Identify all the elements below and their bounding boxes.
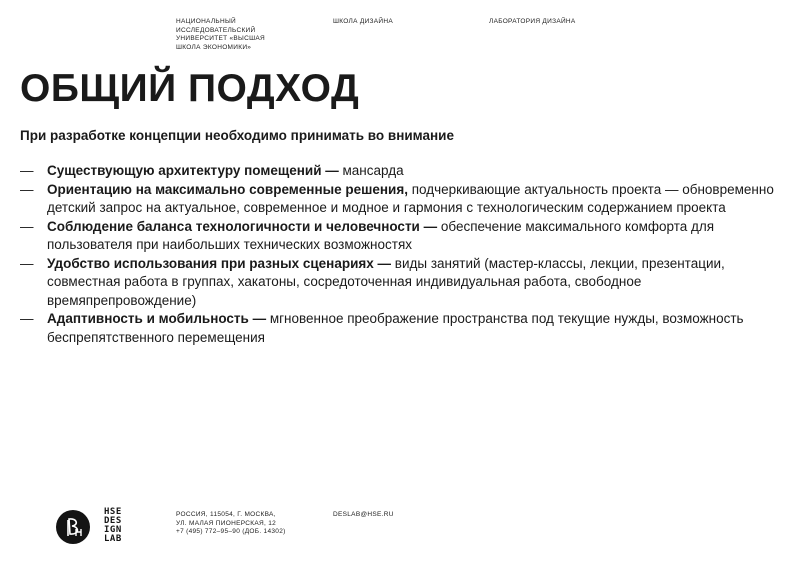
point-text: виды занятий (мастер-классы, лекции, презентации, совместная работа в группах, хакатоны, сосредоточенная индивидуальная работа, свободное времяпрепровождение) [47, 255, 725, 308]
dash-marker: — [20, 311, 34, 326]
school-name: ШКОЛА ДИЗАЙНА [333, 18, 393, 25]
logo-text-line: LAB [104, 534, 122, 544]
logo-text-line: IGN [104, 525, 122, 535]
list-item [20, 255, 780, 311]
point-text: обеспечение максимального комфорта для пользователя при наибольших технических возможностях [47, 218, 715, 252]
design-lab-logo [104, 508, 122, 544]
dash-marker: — [20, 181, 34, 197]
hse-logo-icon [56, 510, 90, 544]
university-name-line: УНИВЕРСИТЕТ «ВЫСШАЯ [176, 35, 265, 42]
point-text: мгновенное преображение пространства под текущие нужды, возможность беспрепятственного перемещения [47, 311, 744, 345]
list-item [20, 218, 780, 255]
point-bold-text: Ориентацию на максимально современные решения, [47, 181, 408, 197]
university-name-line: НАЦИОНАЛЬНЫЙ [176, 18, 236, 25]
point-bold-text: Соблюдение баланса технологичности и человечности — [47, 218, 438, 234]
address-line: РОССИЯ, 115054, Г. МОСКВА, [176, 511, 276, 518]
point-text: мансарда [338, 163, 404, 178]
phone-line: +7 (495) 772–95–90 (ДОБ. 14302) [176, 528, 286, 535]
point-bold-text: Адаптивность и мобильность — [47, 311, 267, 326]
list-item [20, 162, 780, 181]
logo-text-line: HSE [104, 507, 122, 517]
intro-text: При разработке концепции необходимо принимать во внимание [20, 128, 454, 143]
lab-name: ЛАБОРАТОРИЯ ДИЗАЙНА [489, 18, 576, 25]
list-item [20, 310, 780, 347]
university-name [176, 18, 286, 52]
points-list [20, 162, 780, 347]
address-line: УЛ. МАЛАЯ ПИОНЕРСКАЯ, 12 [176, 519, 277, 527]
dash-marker: — [20, 255, 34, 271]
dash-marker: — [20, 218, 34, 234]
list-item [20, 181, 780, 218]
point-bold-text: Удобство использования при разных сценариях — [47, 255, 392, 271]
logo-text-line: DES [104, 516, 122, 526]
dash-marker: — [20, 163, 34, 178]
university-name-line: ШКОЛА ЭКОНОМИКИ» [176, 43, 252, 51]
email-link[interactable]: DESLAB@HSE.RU [333, 511, 394, 518]
university-name-line: ИССЛЕДОВАТЕЛЬСКИЙ [176, 26, 256, 34]
address-block [176, 511, 286, 537]
point-text: подчеркивающие актуальность проекта — обновременно детский запрос на актуальное, современное и модное и гармония с технологическим содержанием проекта [47, 181, 774, 215]
page-title: ОБЩИЙ ПОДХОД [20, 67, 360, 110]
point-bold-text: Существующую архитектуру помещений — [47, 163, 339, 178]
